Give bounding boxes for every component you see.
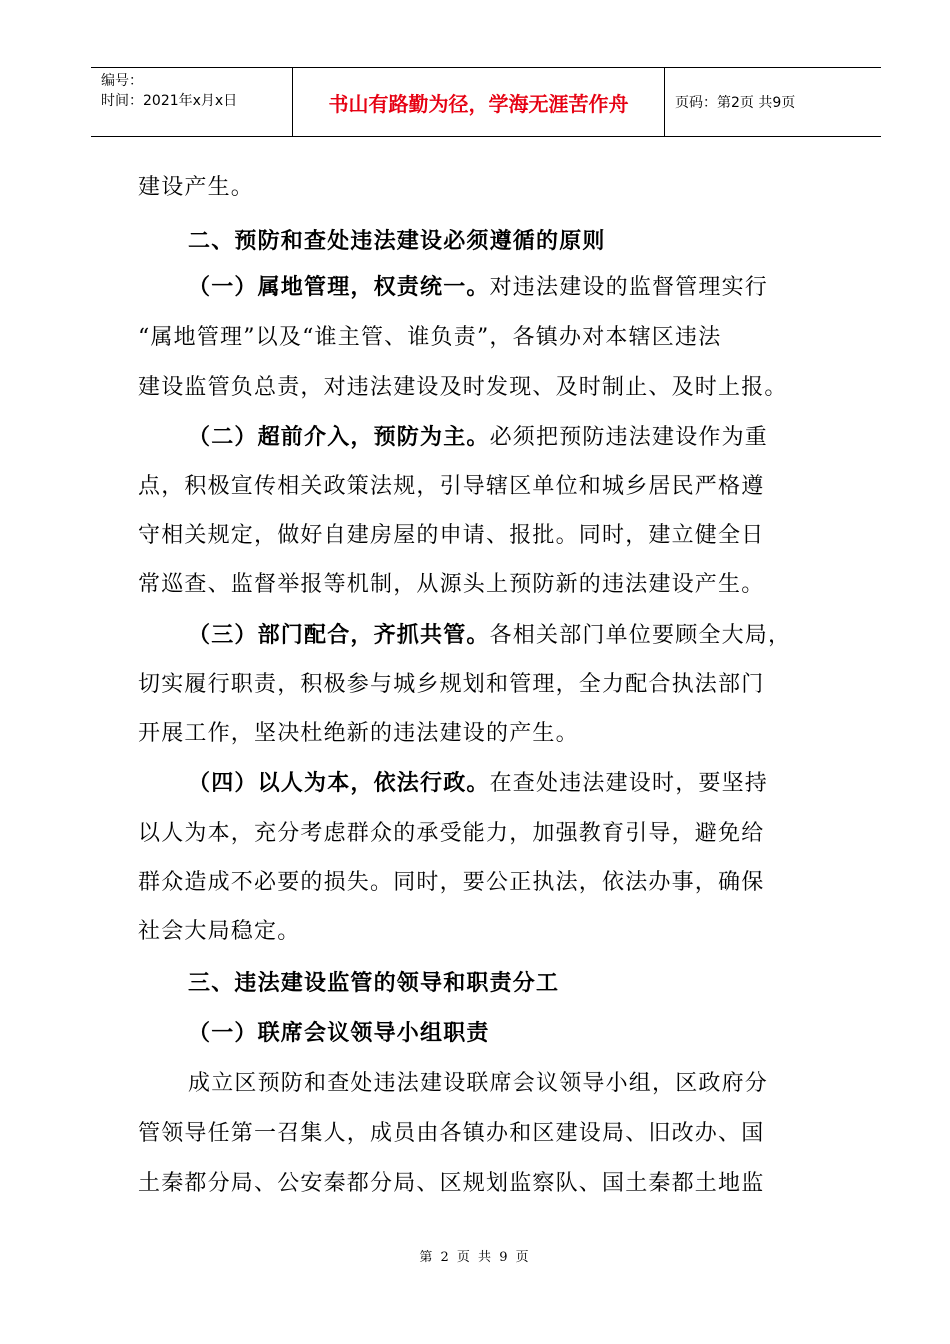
body-line — [188, 766, 768, 797]
body-text: 在查处违法建设时，要坚持 — [489, 771, 769, 796]
body-line: 成立区预防和查处违法建设联席会议领导小组，区政府分 — [188, 1071, 769, 1096]
body-text: 必须把预防违法建设作为重 — [489, 425, 769, 450]
subheading: （四）以人为本，依法行政。 — [188, 770, 490, 796]
subheading: （二）超前介入，预防为主。 — [188, 424, 490, 450]
body-line: 建设监管负总责，对违法建设及时发现、及时制止、及时上报。 — [138, 375, 788, 400]
body-line: 建设产生。 — [138, 175, 255, 200]
subheading: （三）部门配合，齐抓共管。 — [188, 622, 490, 648]
page-footer: 第 2 页 共 9 页 — [419, 1250, 531, 1265]
header-motto: 书山有路勤为径，学海无涯苦作舟 — [293, 68, 665, 136]
time-label: 时间：2021年x月x日 — [101, 93, 238, 109]
body-line: 切实履行职责，积极参与城乡规划和管理，全力配合执法部门 — [138, 672, 765, 697]
body-line: 守相关规定，做好自建房屋的申请、报批。同时，建立健全日 — [138, 523, 765, 548]
body-line — [188, 270, 768, 301]
body-line — [188, 618, 791, 649]
section-heading-3: 三、违法建设监管的领导和职责分工 — [188, 970, 560, 996]
body-line: 点，积极宣传相关政策法规，引导辖区单位和城乡居民严格遵 — [138, 474, 765, 499]
body-line: 群众造成不必要的损失。同时，要公正执法，依法办事，确保 — [138, 870, 765, 895]
body-line: 以人为本，充分考虑群众的承受能力，加强教育引导，避免给 — [138, 821, 765, 846]
subheading: （一）属地管理，权责统一。 — [188, 274, 490, 300]
body-line — [188, 420, 768, 451]
body-line: 常巡查、监督举报等机制，从源头上预防新的违法建设产生。 — [138, 572, 765, 597]
subheading: （一）联席会议领导小组职责 — [188, 1020, 490, 1046]
section-heading-2: 二、预防和查处违法建设必须遵循的原则 — [188, 228, 606, 254]
body-line: 土秦都分局、公安秦都分局、区规划监察队、国土秦都土地监 — [138, 1171, 765, 1196]
body-line: 社会大局稳定。 — [138, 919, 301, 944]
number-label: 编号： — [101, 73, 143, 89]
body-text: 对违法建设的监督管理实行 — [489, 275, 769, 300]
body-line: 管领导任第一召集人，成员由各镇办和区建设局、旧改办、国 — [138, 1121, 765, 1146]
body-line: “属地管理”以及“谁主管、谁负责”，各镇办对本辖区违法 — [138, 325, 722, 350]
header-page-label: 页码：第2页 共9页 — [675, 95, 796, 111]
page-header — [91, 67, 881, 137]
body-line: 开展工作，坚决杜绝新的违法建设的产生。 — [138, 721, 579, 746]
body-text: 各相关部门单位要顾全大局， — [489, 623, 792, 648]
header-meta — [91, 68, 293, 136]
